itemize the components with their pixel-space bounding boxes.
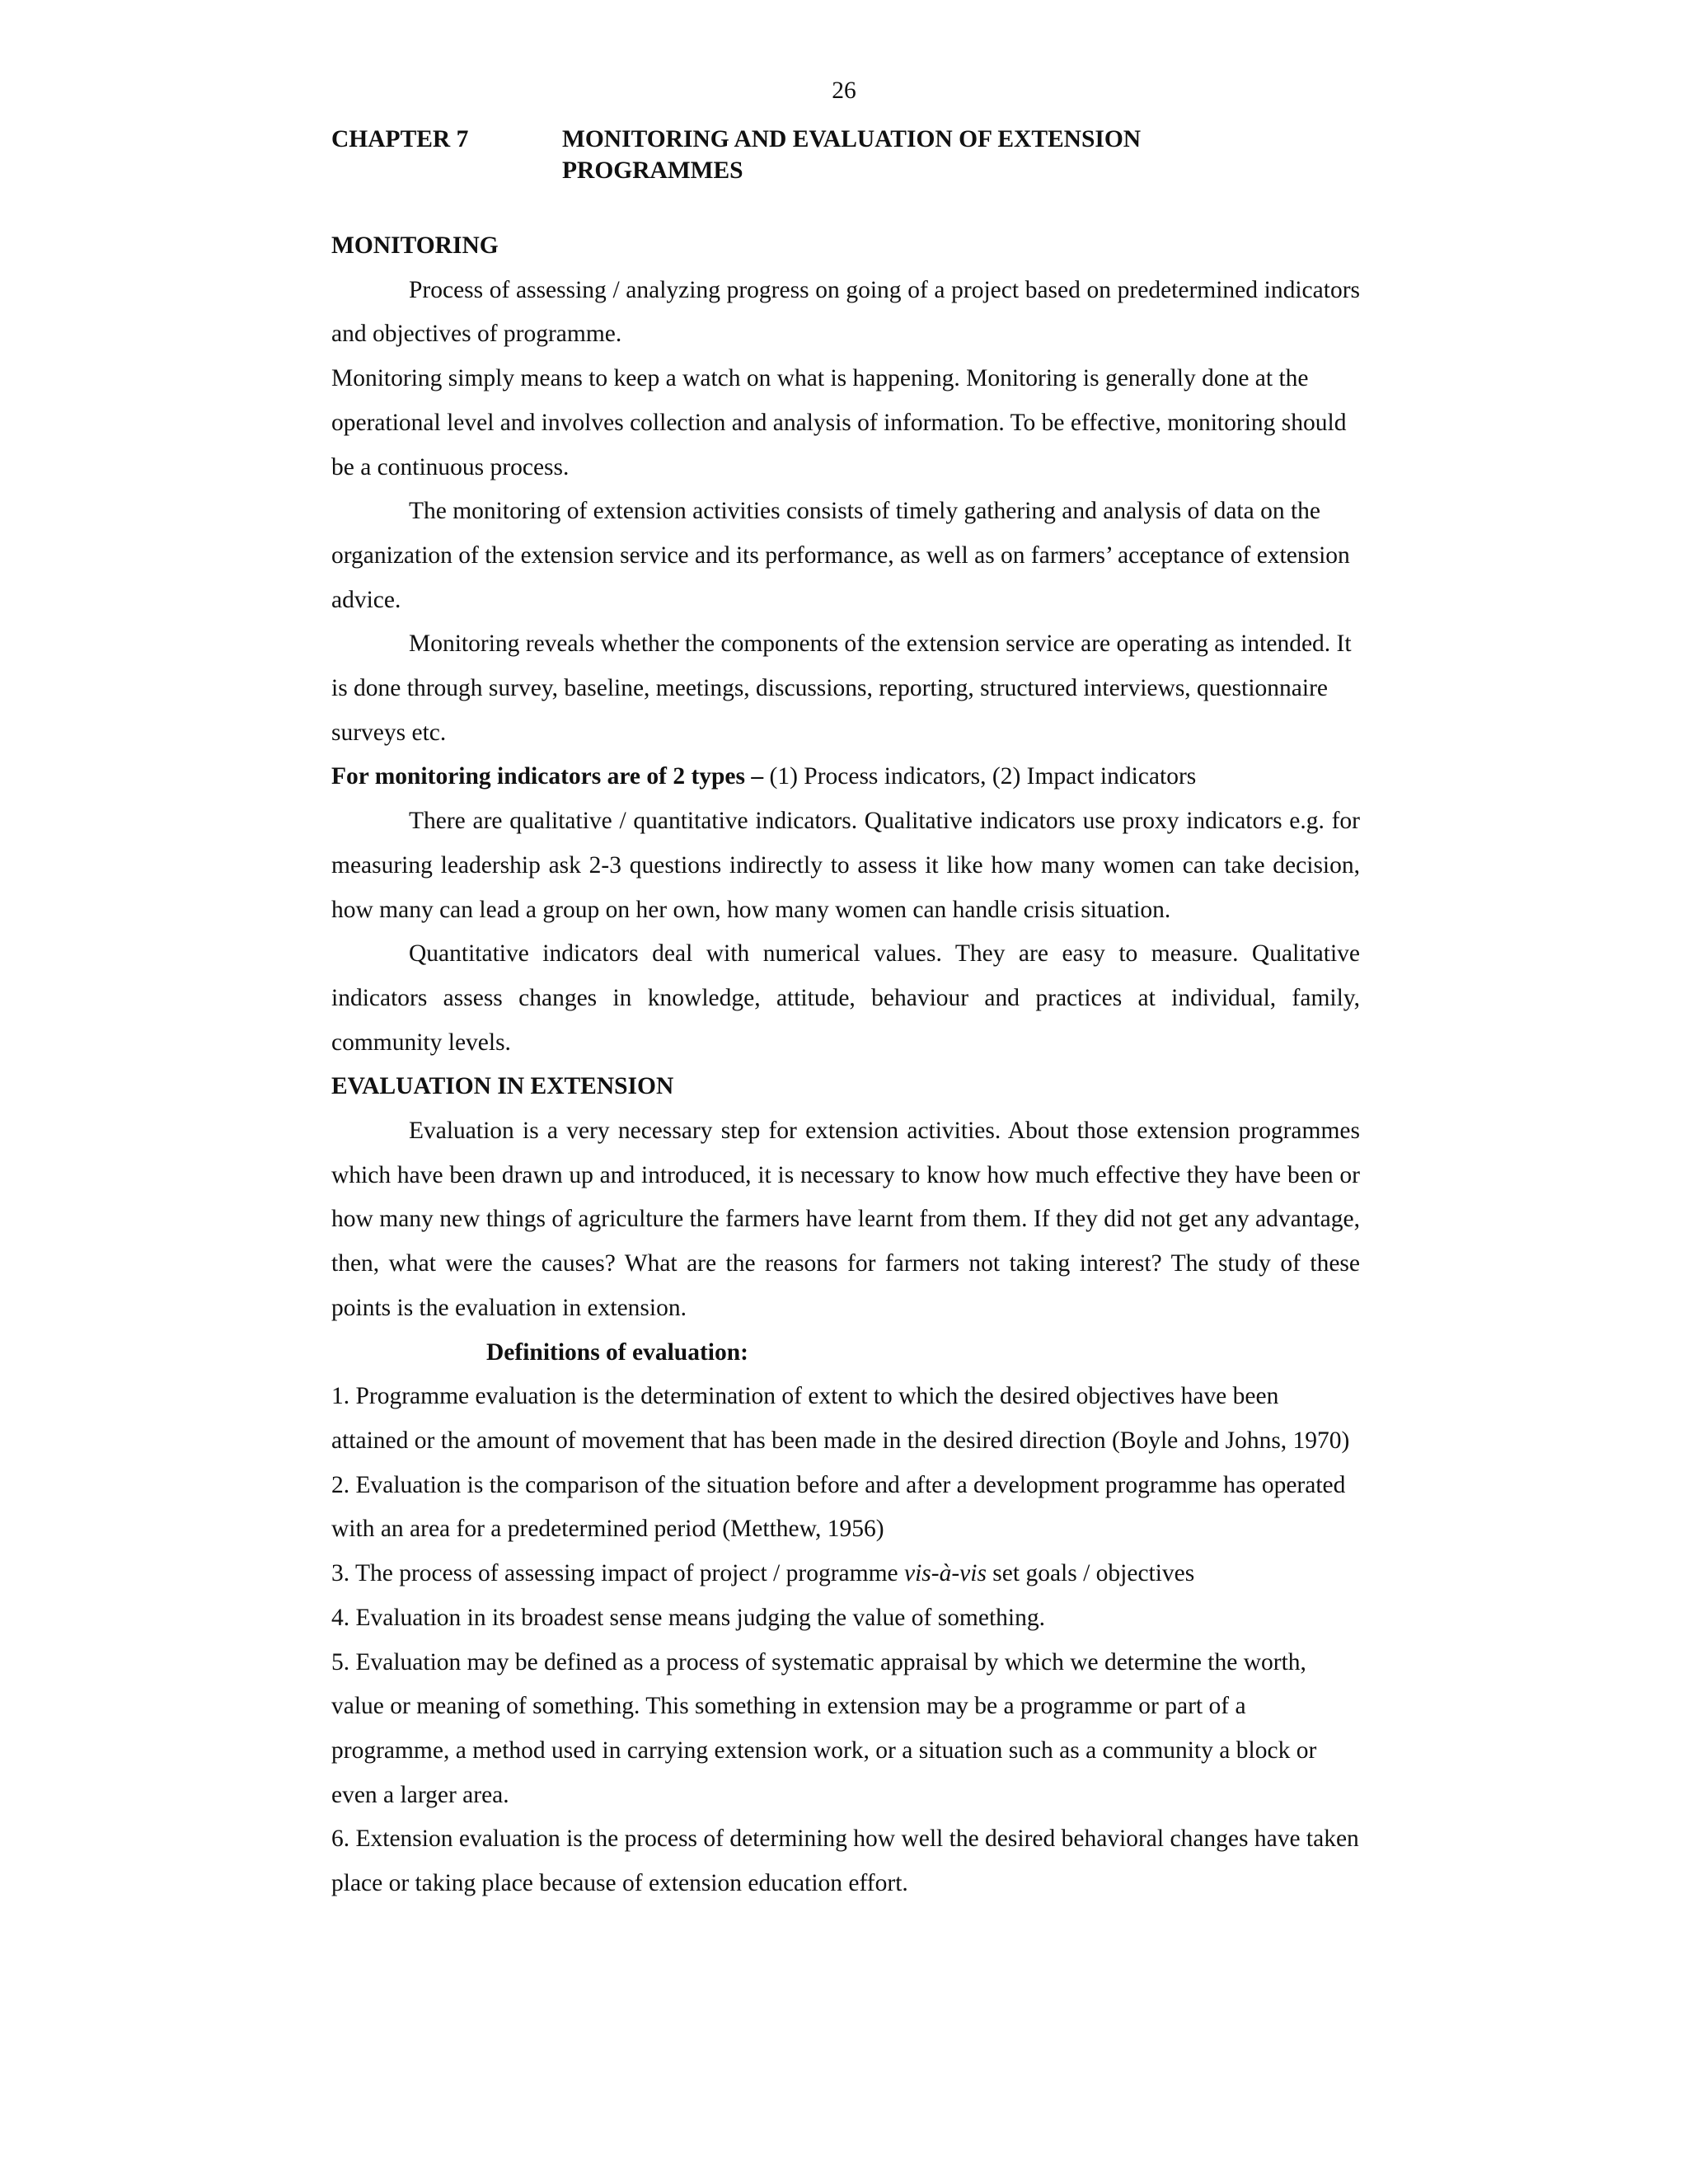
definition-3 — [331, 1552, 1360, 1596]
monitoring-paragraph-2: Monitoring simply means to keep a watch on what is happening. Monitoring is generally done at the operational level and involves collection and analysis of information. To be effective, monitoring should be a continuous process. — [331, 365, 1347, 480]
monitoring-paragraph-5: There are qualitative / quantitative indicators. Qualitative indicators use proxy indicators e.g. for measuring leadership ask 2-3 questions indirectly to assess it like how many women can take decision, how many can lead a group on her own, how many women can handle crisis situation. — [331, 808, 1360, 923]
definition-4: 4. Evaluation in its broadest sense means judging the value of something. — [331, 1604, 1045, 1631]
document-body — [331, 224, 1360, 1906]
evaluation-paragraph-1: Evaluation is a very necessary step for extension activities. About those extension programmes which have been drawn up and introduced, it is necessary to know how much effective they have been or how many new things of agriculture the farmers have learnt from them. If they did not get any advantage, then, what were the causes? What are the reasons for farmers not taking interest? The study of these points is the evaluation in extension. — [331, 1118, 1360, 1321]
definition-5: 5. Evaluation may be defined as a process of systematic appraisal by which we determine the worth, value or meaning of something. This something in extension may be a programme or part of a programme, a method used in carrying extension work, or a situation such as a community a block or even a larger area. — [331, 1648, 1317, 1808]
definition-2: 2. Evaluation is the comparison of the situation before and after a development programme has operated with an area for a predetermined period (Metthew, 1956) — [331, 1471, 1346, 1543]
indicator-types-label: For monitoring indicators are of 2 types – — [331, 763, 764, 790]
definition-1: 1. Programme evaluation is the determination of extent to which the desired objectives have been attained or the amount of movement that has been made in the desired direction (Boyle and Johns, 1970) — [331, 1383, 1350, 1454]
monitoring-paragraph-6: Quantitative indicators deal with numerical values. They are easy to measure. Qualitative indicators assess changes in knowledge, attitude, behaviour and practices at individual, family, community levels. — [331, 940, 1360, 1056]
section-heading-monitoring: MONITORING — [331, 232, 499, 259]
monitoring-paragraph-1: Process of assessing / analyzing progress on going of a project based on predetermined indicators and objectives of programme. — [331, 276, 1360, 348]
definition-3-end: set goals / objectives — [986, 1560, 1195, 1587]
definition-3-italic: vis-à-vis — [903, 1560, 987, 1587]
chapter-title — [562, 124, 1304, 186]
indicator-types-list: (1) Process indicators, (2) Impact indicators — [763, 763, 1197, 790]
definitions-heading: Definitions of evaluation: — [486, 1338, 748, 1366]
definition-3-start: 3. The process of assessing impact of project / programme — [331, 1560, 904, 1587]
page-number: 26 — [832, 77, 856, 104]
definition-6: 6. Extension evaluation is the process of determining how well the desired behavioral changes have taken place or taking place because of extension education effort. — [331, 1825, 1359, 1897]
chapter-title-line-1: MONITORING AND EVALUATION OF EXTENSION — [562, 126, 1142, 152]
section-heading-evaluation: EVALUATION IN EXTENSION — [331, 1073, 674, 1100]
indicator-types-line — [331, 755, 1360, 799]
chapter-title-line-2: PROGRAMMES — [562, 157, 743, 184]
monitoring-paragraph-4: Monitoring reveals whether the components of the extension service are operating as intended. It is done through survey, baseline, meetings, discussions, reporting, structured interviews, questionnaire surveys etc. — [331, 630, 1352, 746]
monitoring-paragraph-3: The monitoring of extension activities consists of timely gathering and analysis of data on the organization of the extension service and its performance, as well as on farmers’ acceptance of extension advice. — [331, 498, 1350, 613]
chapter-label: CHAPTER 7 — [331, 126, 469, 152]
